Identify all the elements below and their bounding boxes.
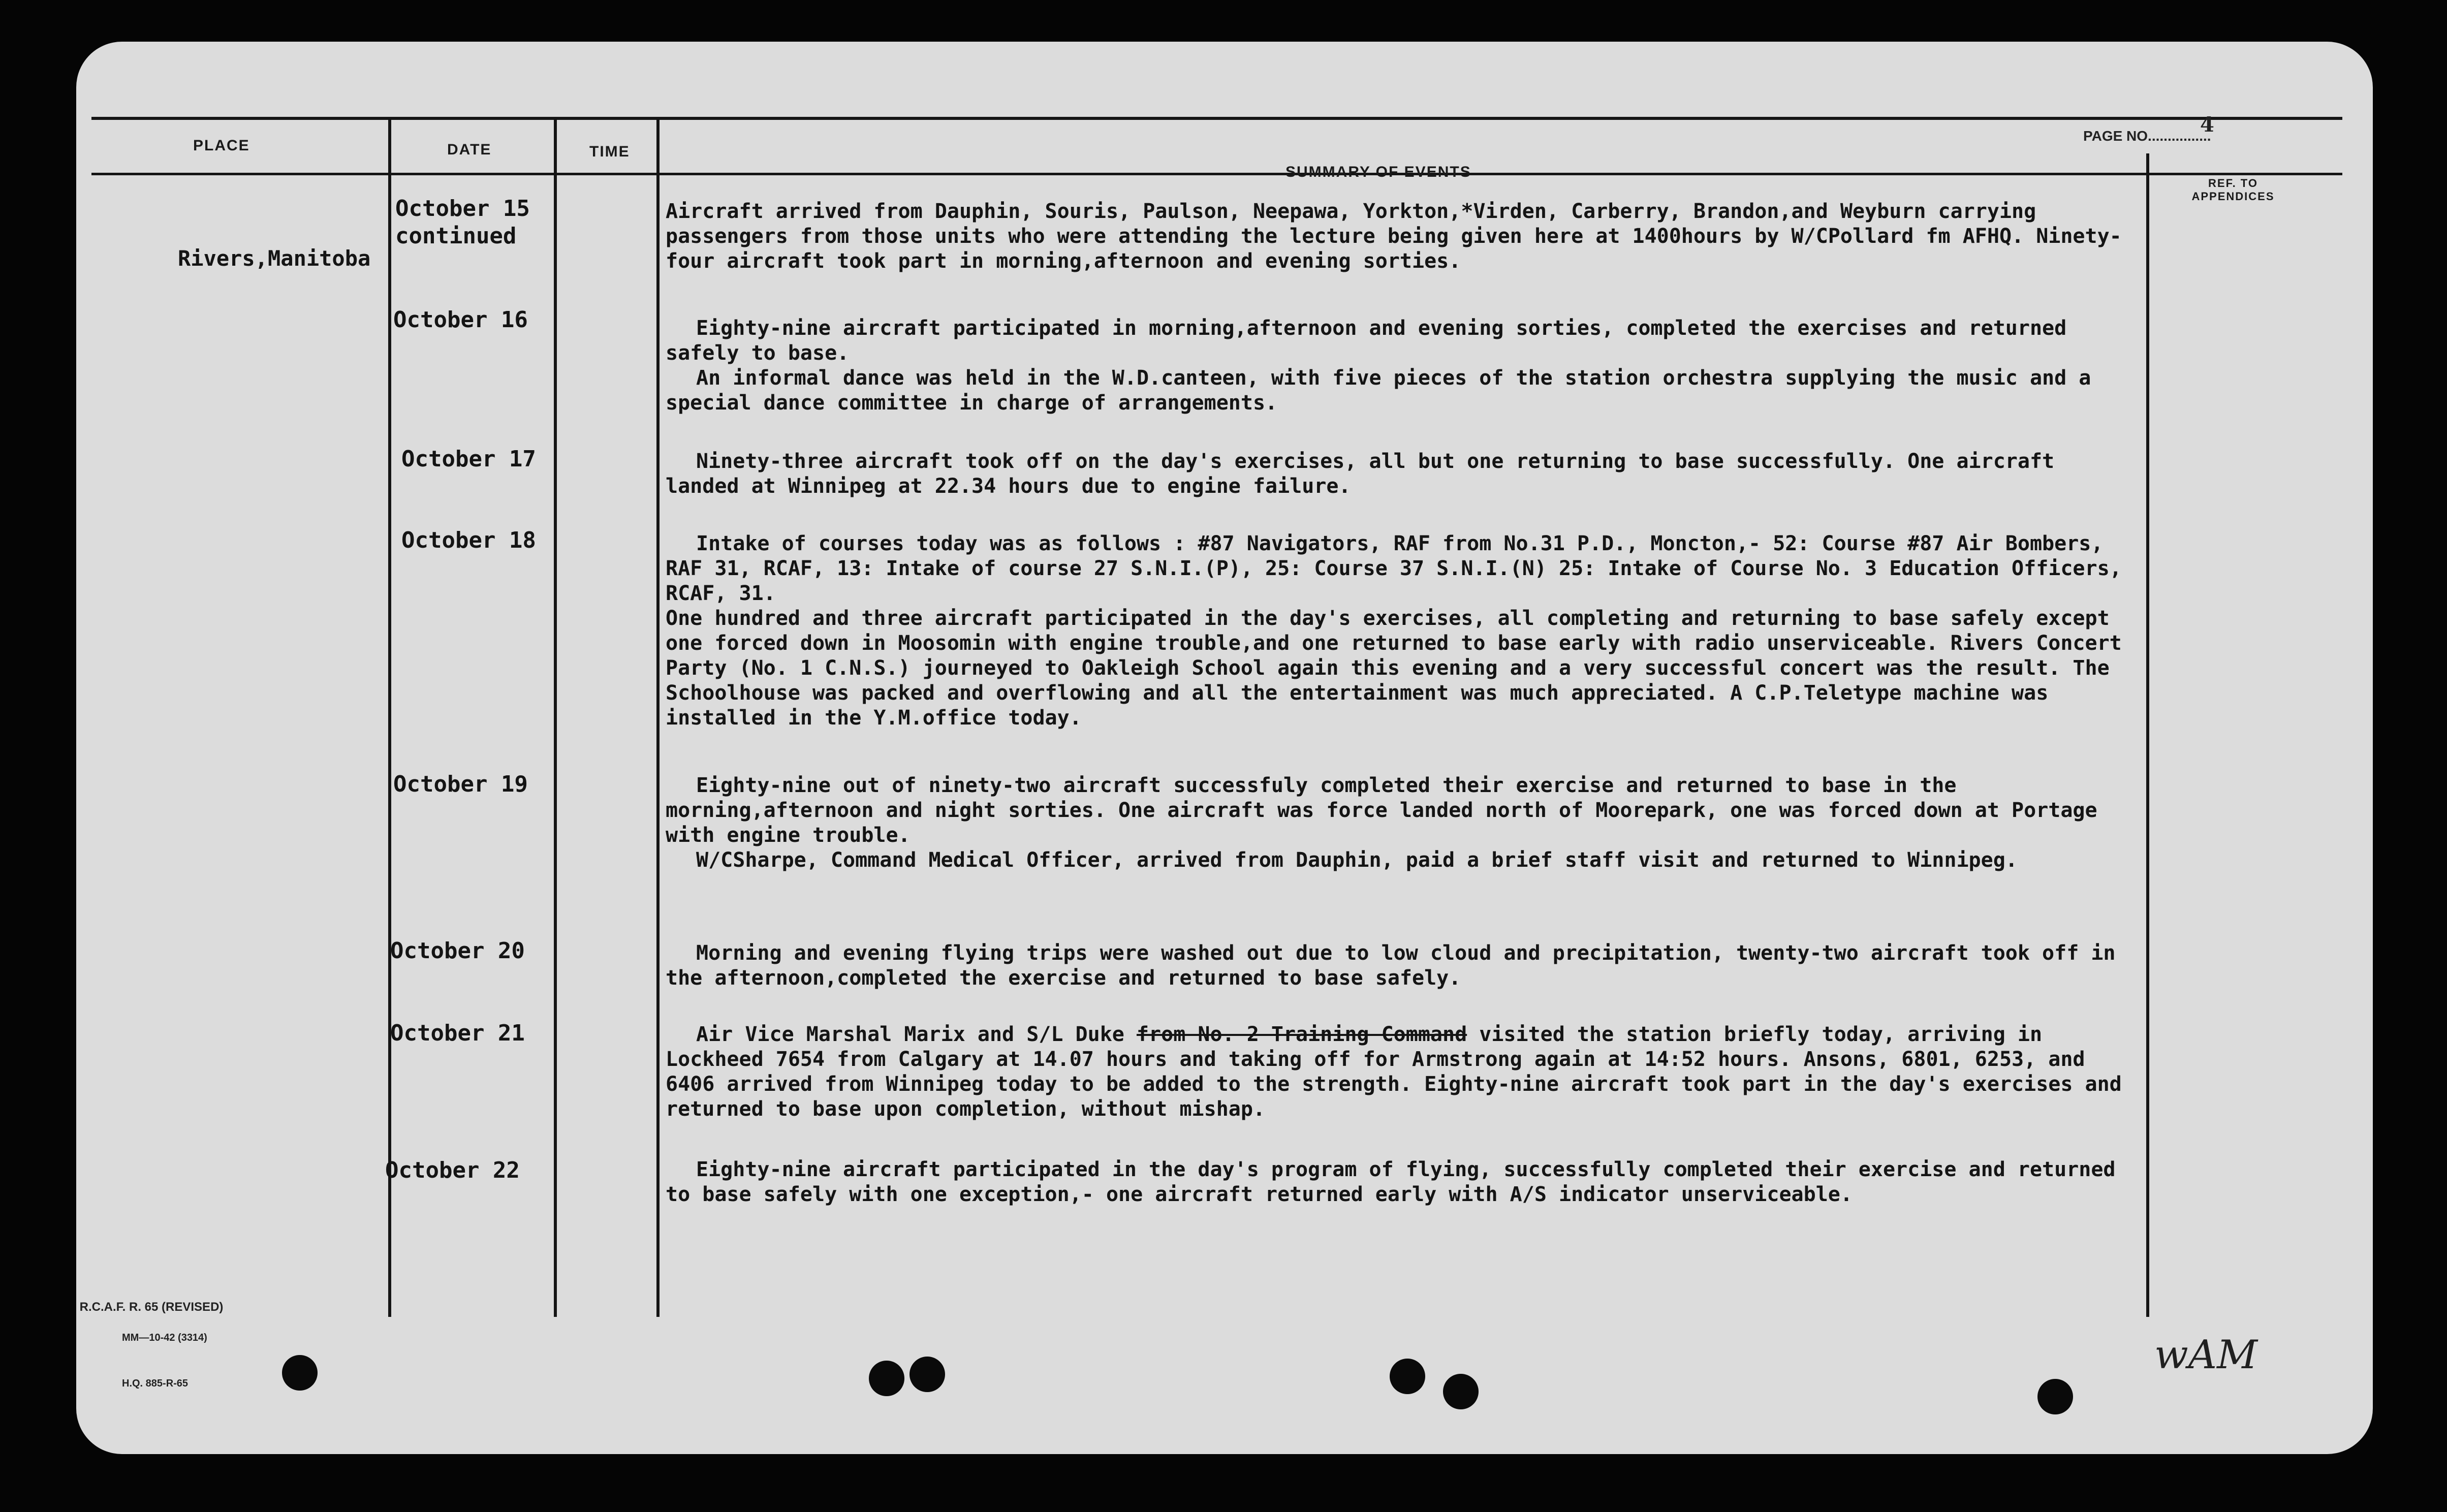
entry-paragraph: Eighty-nine aircraft participated in morning,afternoon and evening sorties, completed the exercises and returned safely to base. — [666, 317, 2067, 365]
date-oct-21: October 21 — [390, 1020, 525, 1046]
entry-paragraph — [666, 1022, 2129, 1122]
entry-paragraph: Eighty-nine out of ninety-two aircraft successfuly completed their exercise and returned to base in the morning,afternoon and night sorties. One aircraft was force landed north of Moorepark, one was forced down at Portage with engine trouble. — [666, 774, 2097, 847]
entry-paragraph: Eighty-nine aircraft participated in the day's program of flying, successfully completed their exercise and returned to base safely with one exception,- one aircraft returned early with A/S indicator unserviceable. — [666, 1158, 2116, 1206]
date-oct-17: October 17 — [401, 446, 536, 472]
date-oct-15: October 15 continued — [395, 196, 530, 249]
entry-paragraph: One hundred and three aircraft participated in the day's exercises, all completing and returning to base safely except one forced down in Moosomin with engine trouble,and one returned to base early with radio unserviceable. Rivers Concert Party (No. 1 C.N.S.) journeyed to Oakleigh School again this evening and a very successful concert was the result. The Schoolhouse was packed and overflowing and all the entertainment was much appreciated. A C.P.Teletype machine was installed in the Y.M.office today. — [666, 607, 2122, 730]
header-bottom-rule — [91, 173, 2342, 175]
binder-hole — [282, 1355, 318, 1391]
entry-oct-17 — [666, 449, 2129, 499]
entry-oct-22 — [666, 1157, 2129, 1207]
column-header-summary: SUMMARY OF EVENTS — [1285, 164, 1471, 180]
entry-paragraph: Ninety-three aircraft took off on the day's exercises, all but one returning to base successfully. One aircraft landed at Winnipeg at 22.34 hours due to engine failure. — [666, 450, 2055, 498]
date-oct-20: October 20 — [390, 938, 525, 964]
entry-oct-18 — [666, 531, 2129, 731]
summary-ref-divider — [2146, 153, 2149, 1317]
date-oct-16: October 16 — [393, 307, 528, 333]
binder-hole — [869, 1361, 904, 1396]
entry-text-before-strike: Air Vice Marshal Marix and S/L Duke — [696, 1023, 1137, 1046]
time-summary-divider — [656, 118, 660, 1317]
entry-paragraph: W/CSharpe, Command Medical Officer, arrived from Dauphin, paid a brief staff visit and returned to Winnipeg. — [696, 848, 2018, 872]
date-time-divider — [554, 118, 557, 1317]
signature-initials: wAM — [2154, 1332, 2257, 1378]
entry-text-after-strike: visited the station briefly today, arriving in Lockheed 7654 from Calgary at 14.07 hours and taking off for Armstrong again at 14:52 hours. Ansons, 6801, 6253, and 6406 arrived from Winnipeg today to be added to the strength. Eighty-nine aircraft took part in the day's exercises and returned to base upon completion, without mishap. — [666, 1023, 2122, 1121]
ref-header-line2: APPENDICES — [2191, 190, 2275, 203]
entry-paragraph: Morning and evening flying trips were washed out due to low cloud and precipitation, twenty-two aircraft took off in the afternoon,completed the exercise and returned to base safely. — [666, 941, 2116, 990]
page-number-value: 4 — [2200, 113, 2214, 137]
entry-paragraph: An informal dance was held in the W.D.canteen, with five pieces of the station orchestra supplying the music and a special dance committee in charge of arrangements. — [666, 366, 2091, 415]
binder-hole — [1443, 1374, 1479, 1409]
entry-paragraph: Intake of courses today was as follows : #87 Navigators, RAF from No.31 P.D., Moncton,- 52: Course #87 Air Bombers, RAF 31, RCAF, 13: Intake of course 27 S.N.I.(P), 25: Course 37 S.N.I.(N) 25: Intake of Course No. 3 Education Officers, RCAF, 31. — [666, 532, 2122, 605]
date-oct-22: October 22 — [385, 1157, 520, 1183]
entry-oct-20 — [666, 941, 2129, 991]
form-number: R.C.A.F. R. 65 (REVISED) MM—10-42 (3314) H.Q. 885-R-65 — [79, 1300, 224, 1389]
entry-oct-19 — [666, 773, 2129, 873]
date-oct-18: October 18 — [401, 527, 536, 553]
binder-hole — [1390, 1359, 1425, 1394]
ref-header-line1: REF. TO — [2208, 177, 2258, 190]
column-header-ref — [2185, 177, 2281, 203]
struck-text: from No. 2 Training Command — [1136, 1023, 1467, 1046]
column-header-place: PLACE — [193, 137, 250, 154]
header-top-rule — [91, 117, 2342, 120]
binder-hole — [909, 1357, 945, 1392]
place-date-divider — [388, 118, 391, 1317]
entry-oct-16 — [666, 316, 2129, 416]
entry-oct-15 — [666, 199, 2129, 274]
page-number-label: PAGE NO................ — [2083, 128, 2211, 144]
document-card — [76, 42, 2373, 1454]
date-oct-19: October 19 — [393, 771, 528, 797]
column-header-time: TIME — [589, 143, 630, 160]
binder-hole — [2037, 1379, 2073, 1414]
column-header-date: DATE — [447, 141, 492, 158]
entry-paragraph: Aircraft arrived from Dauphin, Souris, Paulson, Neepawa, Yorkton,*Virden, Carberry, Brandon,and Weyburn carrying passengers from those units who were attending the lecture being given here at 1400hours by W/CPollard fm AFHQ. Ninety-four aircraft took part in morning,afternoon and evening sorties. — [666, 200, 2122, 273]
entry-oct-21 — [666, 1022, 2129, 1122]
place-label: Rivers,Manitoba — [178, 246, 371, 271]
